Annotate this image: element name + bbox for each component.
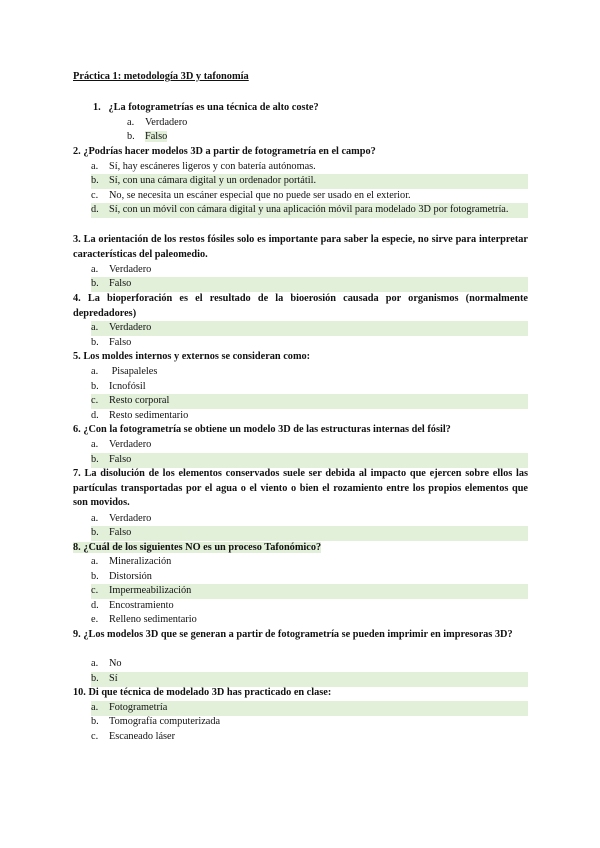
question-text: La bioperforación es el resultado de la bioerosión causada por organismos (normalmente depredadores)	[73, 293, 528, 319]
question-text: ¿Los modelos 3D que se generan a partir de fotogrametría se pueden imprimir en impresoras 3D?	[83, 629, 513, 640]
option-text: Verdadero	[109, 439, 152, 450]
option-8b	[91, 570, 152, 585]
option-letter: a.	[91, 658, 99, 669]
option-7b	[91, 526, 528, 541]
option-letter: b.	[91, 454, 99, 465]
question-number: 3.	[73, 234, 81, 245]
question-text: La orientación de los restos fósiles solo es importante para saber la especie, no sirve para interpretar características del paleomedio.	[73, 234, 528, 260]
option-text: Verdadero	[109, 322, 152, 333]
option-10a	[91, 701, 528, 716]
option-9b	[91, 672, 528, 687]
option-text: Icnofósil	[109, 381, 146, 392]
question-1	[93, 101, 533, 116]
question-8	[73, 541, 533, 556]
option-text: Verdadero	[109, 264, 152, 275]
option-2a	[91, 160, 316, 175]
option-4a	[91, 321, 528, 336]
option-letter: b.	[127, 131, 135, 142]
option-letter: c.	[91, 585, 99, 596]
option-text: Resto sedimentario	[109, 410, 189, 421]
question-5	[73, 350, 528, 365]
option-3b	[91, 277, 528, 292]
question-number: 8.	[73, 542, 81, 553]
question-4	[73, 292, 528, 321]
option-letter: c.	[91, 395, 99, 406]
question-3	[73, 233, 528, 262]
option-text: Falso	[109, 454, 132, 465]
question-text: ¿Con la fotogrametría se obtiene un modelo 3D de las estructuras internas del fósil?	[83, 424, 451, 435]
question-number: 4.	[73, 293, 81, 304]
option-letter: b.	[91, 381, 99, 392]
option-text: Tomografía computerizada	[109, 716, 221, 727]
option-text: Sí, hay escáneres ligeros y con batería autónomas.	[109, 161, 316, 172]
option-text: Falso	[109, 278, 132, 289]
option-2d	[91, 203, 528, 218]
option-letter: a.	[91, 264, 99, 275]
option-letter: a.	[91, 322, 99, 333]
question-text: ¿Cuál de los siguientes NO es un proceso Tafonómico?	[83, 542, 322, 553]
option-5c	[91, 394, 528, 409]
question-10	[73, 686, 533, 701]
document-title: Práctica 1: metodología 3D y tafonomía	[73, 71, 249, 82]
option-text: No, se necesita un escáner especial que no puede ser usado en el exterior.	[109, 190, 411, 201]
option-letter: b.	[91, 716, 99, 727]
question-number: 9.	[73, 629, 81, 640]
option-text: Falso	[145, 131, 168, 142]
question-number: 10.	[73, 687, 86, 698]
option-text: Sí, con una cámara digital y un ordenador portátil.	[109, 175, 317, 186]
option-3a	[91, 263, 151, 278]
option-text: Fotogrametría	[109, 702, 168, 713]
question-text: Los moldes internos y externos se consideran como:	[83, 351, 311, 362]
option-letter: a.	[91, 161, 99, 172]
option-text: Falso	[109, 337, 132, 348]
option-text: Verdadero	[109, 513, 152, 524]
option-5a	[91, 365, 157, 380]
option-letter: a.	[91, 366, 99, 377]
question-number: 1.	[93, 102, 101, 113]
question-2	[73, 145, 533, 160]
option-text: Mineralización	[109, 556, 172, 567]
question-text: ¿Podrías hacer modelos 3D a partir de fotogrametría en el campo?	[83, 146, 376, 157]
option-letter: d.	[91, 600, 99, 611]
option-letter: b.	[91, 337, 99, 348]
option-2b	[91, 174, 528, 189]
question-7	[73, 467, 528, 511]
option-letter: c.	[91, 731, 99, 742]
option-text: No	[109, 658, 122, 669]
option-letter: b.	[91, 673, 99, 684]
question-number: 5.	[73, 351, 81, 362]
option-text: Resto corporal	[109, 395, 170, 406]
option-5d	[91, 409, 188, 424]
option-10c	[91, 730, 175, 745]
question-6	[73, 423, 533, 438]
option-1b	[127, 130, 167, 145]
question-number: 2.	[73, 146, 81, 157]
option-letter: d.	[91, 204, 99, 215]
option-text: Distorsión	[109, 571, 152, 582]
option-text: Sí, con un móvil con cámara digital y una aplicación móvil para modelado 3D por fotogrametría.	[109, 204, 509, 215]
question-text: Di que técnica de modelado 3D has practicado en clase:	[88, 687, 332, 698]
question-9	[73, 628, 528, 643]
option-text: Pisapaleles	[111, 366, 158, 377]
option-text: Sí	[109, 673, 118, 684]
option-1a	[127, 116, 187, 131]
option-6b	[91, 453, 528, 468]
option-8c	[91, 584, 528, 599]
option-9a	[91, 657, 122, 672]
option-letter: a.	[91, 702, 99, 713]
option-text: Falso	[109, 527, 132, 538]
option-8d	[91, 599, 174, 614]
option-7a	[91, 512, 151, 527]
option-text: Impermeabilización	[109, 585, 192, 596]
option-text: Verdadero	[145, 117, 188, 128]
option-text: Escaneado láser	[109, 731, 176, 742]
option-4b	[91, 336, 131, 351]
question-text: ¿La fotogrametrías es una técnica de alto coste?	[108, 102, 319, 113]
option-5b	[91, 380, 146, 395]
option-8a	[91, 555, 171, 570]
option-2c	[91, 189, 411, 204]
option-letter: b.	[91, 175, 99, 186]
option-letter: a.	[127, 117, 135, 128]
option-letter: a.	[91, 556, 99, 567]
question-text: La disolución de los elementos conservados suele ser debida al impacto que ejercen sobre ellos las partículas transportadas por el agua o el viento o bien el rozamiento entre los propios elementos que son movidos.	[73, 468, 528, 509]
option-letter: d.	[91, 410, 99, 421]
option-letter: b.	[91, 278, 99, 289]
option-letter: c.	[91, 190, 99, 201]
option-text: Encostramiento	[109, 600, 174, 611]
question-number: 6.	[73, 424, 81, 435]
option-letter: a.	[91, 513, 99, 524]
option-letter: a.	[91, 439, 99, 450]
option-6a	[91, 438, 151, 453]
option-text: Relleno sedimentario	[109, 614, 197, 625]
option-10b	[91, 715, 220, 730]
option-letter: e.	[91, 614, 99, 625]
option-8e	[91, 613, 197, 628]
option-letter: b.	[91, 527, 99, 538]
option-letter: b.	[91, 571, 99, 582]
question-number: 7.	[73, 468, 81, 479]
